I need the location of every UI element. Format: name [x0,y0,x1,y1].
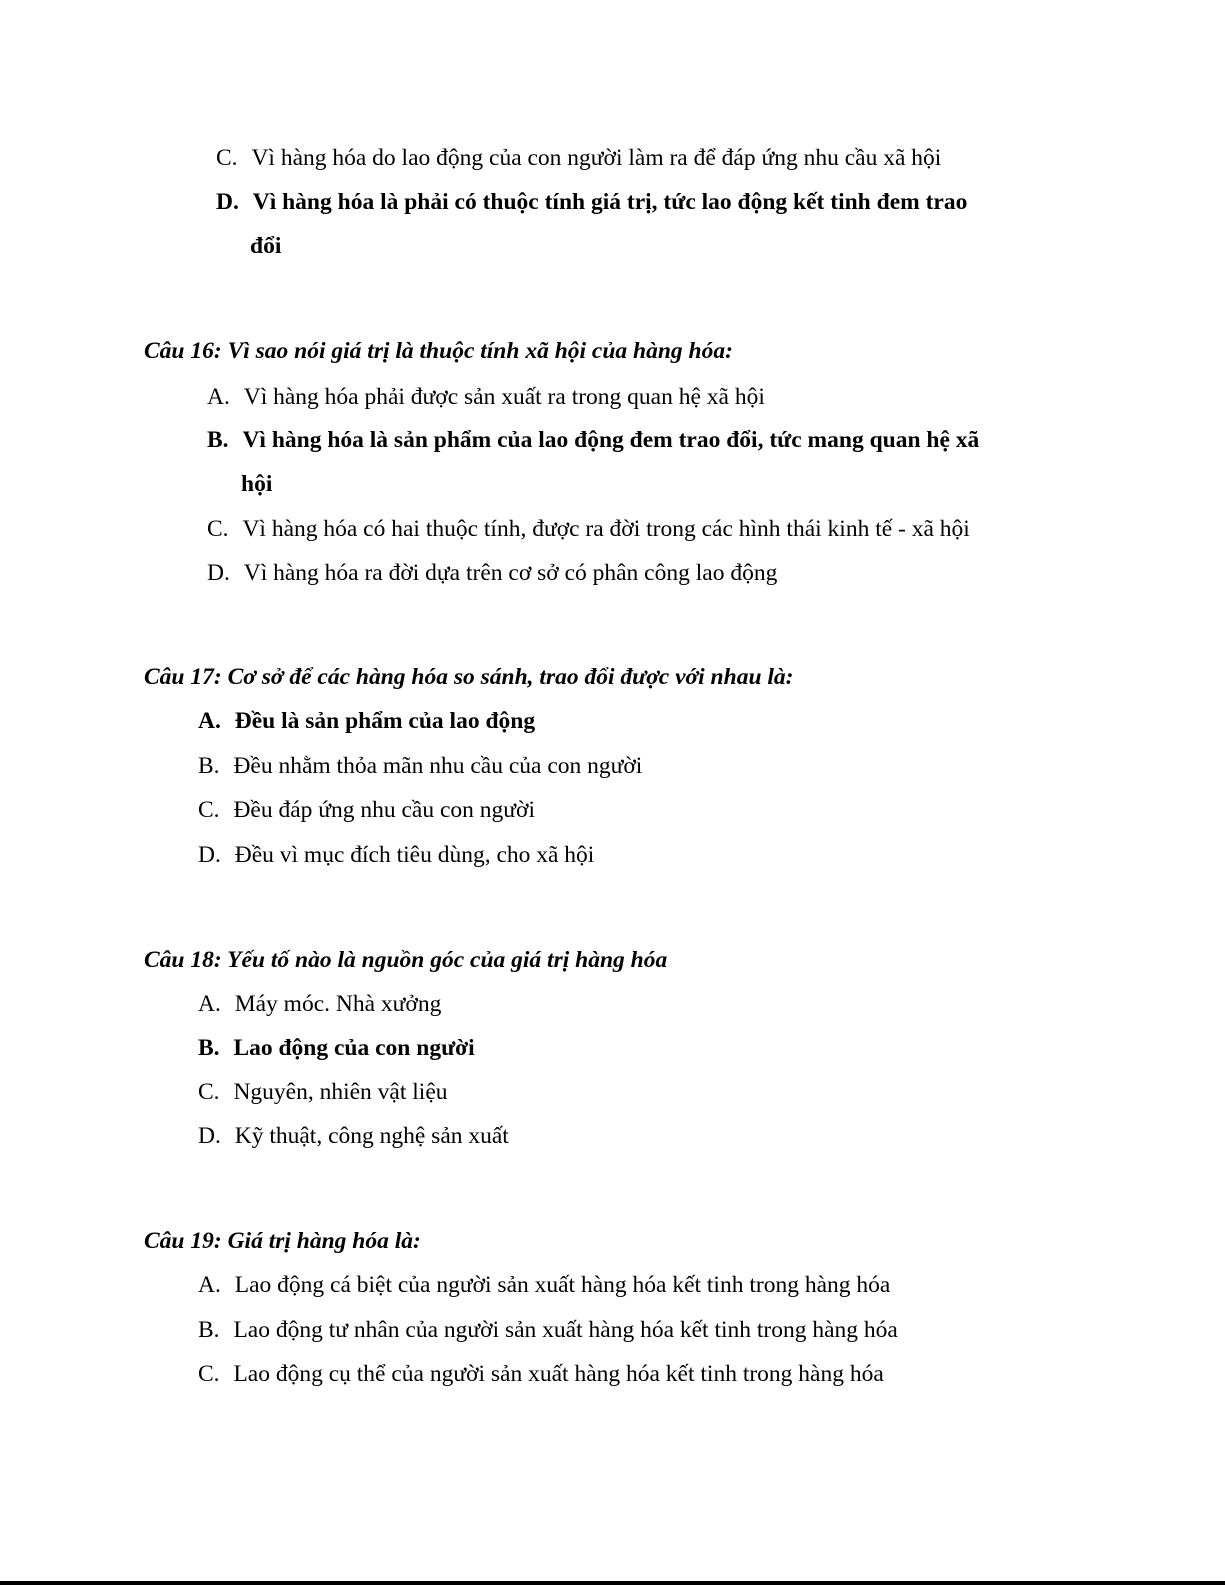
option-letter: A. [198,991,221,1017]
option-letter: C. [198,1361,220,1387]
page-bottom-edge [0,1581,1225,1585]
option-letter: D. [216,189,239,215]
q18-option-d [198,1121,509,1151]
option-letter: A. [207,384,230,410]
question-19-title: Câu 19: Giá trị hàng hóa là: [144,1228,421,1254]
option-letter: B. [198,1317,220,1343]
q19-option-a [198,1270,890,1300]
option-text: Vì hàng hóa có hai thuộc tính, được ra đời trong các hình thái kinh tế - xã hội [242,516,970,542]
option-d-continuation: đổi [250,233,282,259]
option-text: Lao động tư nhân của người sản xuất hàng hóa kết tinh trong hàng hóa [233,1317,898,1343]
q16-option-b-correct [207,425,979,455]
option-text: Vì hàng hóa ra đời dựa trên cơ sở có phân công lao động [243,560,778,586]
question-17-title: Câu 17: Cơ sở để các hàng hóa so sánh, trao đổi được với nhau là: [144,664,794,690]
option-letter: C. [207,516,229,542]
question-16-title: Câu 16: Vì sao nói giá trị là thuộc tính xã hội của hàng hóa: [144,338,733,364]
q17-option-d [198,840,594,870]
option-d-correct [216,187,967,217]
option-letter: B. [198,753,220,779]
option-text: Vì hàng hóa là phải có thuộc tính giá trị, tức lao động kết tinh đem trao [252,189,968,215]
option-letter: C. [198,797,220,823]
q16-option-c [207,514,970,544]
option-text: Đều đáp ứng nhu cầu con người [233,797,535,823]
q18-option-c [198,1077,448,1107]
option-letter: D. [198,842,221,868]
question-18-title: Câu 18: Yếu tố nào là nguồn góc của giá trị hàng hóa [144,947,668,973]
option-text: Đều là sản phẩm của lao động [234,708,536,734]
option-text: Đều vì mục đích tiêu dùng, cho xã hội [234,842,595,868]
option-letter: A. [198,1272,221,1298]
option-letter: D. [198,1123,221,1149]
q19-option-b [198,1315,898,1345]
option-c [216,143,941,173]
option-text: Vì hàng hóa do lao động của con người làm ra để đáp ứng nhu cầu xã hội [251,145,942,171]
q16-option-d [207,558,777,588]
option-text: Vì hàng hóa là sản phẩm của lao động đem trao đổi, tức mang quan hệ xã [242,427,980,453]
option-text: Lao động cụ thể của người sản xuất hàng hóa kết tinh trong hàng hóa [233,1361,884,1387]
option-letter: B. [198,1035,220,1061]
option-letter: A. [198,708,221,734]
option-letter: C. [198,1079,220,1105]
q17-option-b [198,751,642,781]
q19-option-c [198,1359,884,1389]
q18-option-b-correct [198,1033,475,1063]
option-text: Máy móc. Nhà xưởng [234,991,442,1017]
q17-option-a-correct [198,706,535,736]
option-letter: C. [216,145,238,171]
option-text: Lao động cá biệt của người sản xuất hàng hóa kết tinh trong hàng hóa [234,1272,891,1298]
option-letter: B. [207,427,229,453]
q18-option-a [198,989,441,1019]
q17-option-c [198,795,535,825]
option-text: Kỹ thuật, công nghệ sản xuất [234,1123,509,1149]
option-text: Đều nhằm thỏa mãn nhu cầu của con người [233,753,643,779]
q16-option-a [207,382,765,412]
q16-option-b-continuation: hội [241,471,273,497]
option-text: Vì hàng hóa phải được sản xuất ra trong quan hệ xã hội [243,384,765,410]
option-text: Lao động của con người [233,1035,475,1061]
option-text: Nguyên, nhiên vật liệu [233,1079,448,1105]
option-letter: D. [207,560,230,586]
